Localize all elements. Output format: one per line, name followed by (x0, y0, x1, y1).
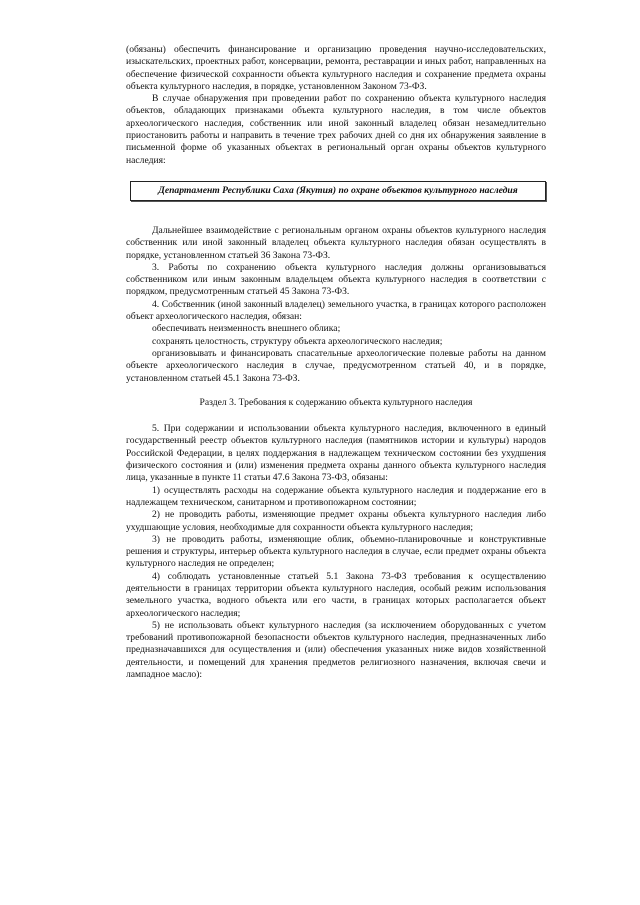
section-3-title: Раздел 3. Требования к содержанию объекта культурного наследия (199, 396, 473, 408)
paragraph-item-4-sub-2: сохранять целостность, структуру объекта археологического наследия; (152, 335, 443, 347)
paragraph-item-5-1: 1) осуществлять расходы на содержание объекта культурного наследия и поддержание его в надлежащем техническом, санитарном и противопожарном состоянии; (126, 484, 546, 508)
boxed-authority-heading: Департамент Республики Саха (Якутия) по охране объектов культурного наследия (130, 181, 546, 201)
paragraph-obligations-continued: (обязаны) обеспечить финансирование и организацию проведения научно-исследовательских, изыскательских, проектных работ, консервации, ремонта, реставрации и иных работ, направленных на обеспечение физической сохранности объекта культурного наследия и сохранение предмета охраны объекта культурного наследия, в порядке, установленном Законом 73-ФЗ. (126, 44, 546, 92)
paragraph-item-5-2: 2) не проводить работы, изменяющие предмет охраны объекта культурного наследия либо ухудшающие условия, необходимые для сохранности объекта культурного наследия; (126, 509, 546, 533)
paragraph-item-5-4: 4) соблюдать установленные статьей 5.1 Закона 73-ФЗ требования к осуществлению деятельности в границах территории объекта культурного наследия, особый режим использования земельного участка, водного объекта или его части, в границах которых располагается объект археологического наследия; (126, 570, 546, 619)
paragraph-further-interaction: Дальнейшее взаимодействие с региональным органом охраны объектов культурного наследия собственник или иной законный владелец объекта культурного наследия обязан осуществлять в порядке, установленном статьей 36 Закона 73-ФЗ. (126, 224, 546, 261)
paragraph-item-5-3: 3) не проводить работы, изменяющие облик, объемно-планировочные и конструктивные решения и структуры, интерьер объекта культурного наследия в случае, если предмет охраны объекта культурного наследия не определен; (126, 533, 546, 570)
paragraph-item-4: 4. Собственник (иной законный владелец) земельного участка, в границах которого расположен объект археологического наследия, обязан: (126, 298, 546, 323)
paragraph-item-5: 5. При содержании и использовании объекта культурного наследия, включенного в единый государственный реестр объектов культурного наследия (памятников истории и культуры) народов Российской Федерации, в целях поддержания в надлежащем техническом состоянии без ухудшения физического состояния и (или) изменения предмета охраны данного объекта культурного наследия лица, указанные в пункте 11 статьи 47.6 Закона 73-ФЗ, обязаны: (126, 423, 546, 484)
paragraph-item-5-5: 5) не использовать объект культурного наследия (за исключением оборудованных с учетом требований противопожарной безопасности объектов культурного наследия, предназначенных либо предназначавшихся для осуществления и (или) обеспечения указанных ниже видов хозяйственной деятельности, и помещений для хранения предметов религиозного назначения, включая свечи и лампадное масло): (126, 619, 546, 681)
paragraph-item-3: 3. Работы по сохранению объекта культурного наследия должны организовываться собственником или иным законным владельцем объекта культурного наследия в соответствии с порядком, предусмотренным статьей 45 Закона 73-ФЗ. (126, 261, 546, 298)
paragraph-discovery-notice: В случае обнаружения при проведении работ по сохранению объекта культурного наследия объектов, обладающих признаками объекта культурного наследия, в том числе объектов археологического наследия, собственник или иной законный владелец обязан незамедлительно приостановить работы и направить в течение трех рабочих дней со дня их обнаружения заявление в письменной форме об указанных объектах в региональный орган охраны объектов культурного наследия: (126, 93, 546, 166)
paragraph-item-4-sub-3: организовывать и финансировать спасательные археологические полевые работы на данном объекте археологического наследия в случае, предусмотренном статьей 40, и в порядке, установленном статьей 45.1 Закона 73-ФЗ. (126, 347, 546, 384)
paragraph-item-4-sub-1: обеспечивать неизменность внешнего облика; (152, 323, 341, 335)
